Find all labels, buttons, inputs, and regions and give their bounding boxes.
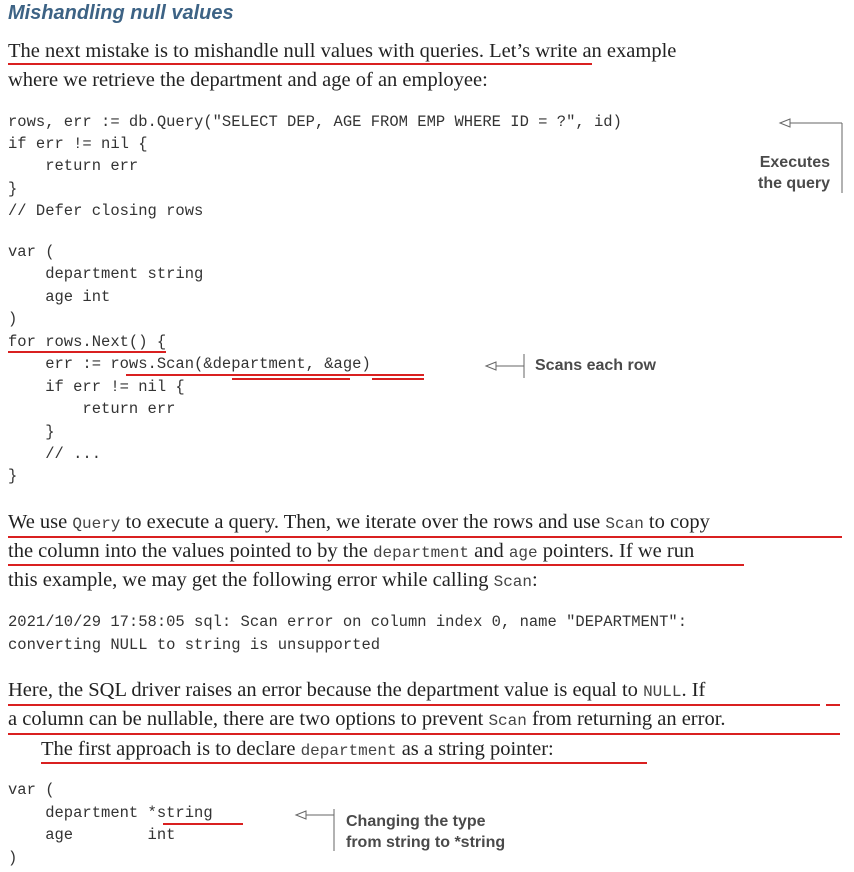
- code-line: department string: [8, 265, 204, 283]
- code-line: rows, err := db.Query("SELECT DEP, AGE FROM EMP WHERE ID = ?", id): [8, 113, 622, 131]
- para1-line2: where we retrieve the department and age of an employee:: [8, 69, 488, 91]
- highlight-underline: [8, 63, 592, 65]
- para2-line3: this example, we may get the following error while calling Scan:: [8, 569, 538, 591]
- code-line: ): [8, 849, 18, 867]
- inline-code: Scan: [493, 573, 532, 591]
- highlight-underline: [372, 378, 424, 380]
- code-line: }: [8, 423, 55, 441]
- callout-arrow-icon: [294, 807, 339, 855]
- para2-line2: the column into the values pointed to by the department and age pointers. If we run: [8, 540, 695, 562]
- code-line: ): [8, 310, 18, 328]
- highlight-underline: [41, 762, 647, 764]
- inline-code: Scan: [605, 515, 644, 533]
- para3-line2: a column can be nullable, there are two options to prevent Scan from returning an error.: [8, 708, 726, 730]
- highlight-underline: [126, 374, 424, 376]
- inline-code: Scan: [488, 712, 527, 730]
- code-line: department *string: [8, 804, 213, 822]
- para3-line3: The first approach is to declare department as a string pointer:: [41, 738, 554, 760]
- highlight-underline: [8, 733, 840, 735]
- code-line: var (: [8, 243, 55, 261]
- error-output-line: converting NULL to string is unsupported: [8, 636, 381, 654]
- annotation-executes-query: Executes the query: [757, 154, 830, 192]
- code-line: return err: [8, 157, 139, 175]
- inline-code: department: [372, 544, 469, 562]
- para3-line1: Here, the SQL driver raises an error because the department value is equal to NULL. If: [8, 679, 706, 701]
- para2-line1: We use Query to execute a query. Then, we iterate over the rows and use Scan to copy: [8, 511, 710, 533]
- highlight-underline: [163, 823, 243, 825]
- code-line: err := rows.Scan(&department, &age): [8, 355, 371, 373]
- inline-code: Query: [72, 515, 121, 533]
- highlight-underline: [826, 704, 840, 706]
- annotation-scans-row: Scans each row: [535, 357, 656, 374]
- highlight-underline: [8, 536, 842, 538]
- inline-code: age: [508, 544, 538, 562]
- error-output-line: 2021/10/29 17:58:05 sql: Scan error on column index 0, name "DEPARTMENT":: [8, 613, 688, 631]
- callout-arrow-icon: [484, 352, 529, 382]
- code-line: var (: [8, 781, 55, 799]
- code-line: for rows.Next() {: [8, 333, 167, 351]
- para1-line1: The next mistake is to mishandle null values with queries. Let’s write an example: [8, 40, 677, 62]
- code-line: // ...: [8, 445, 102, 463]
- code-line: return err: [8, 400, 176, 418]
- code-line: }: [8, 467, 18, 485]
- highlight-underline: [8, 351, 166, 353]
- highlight-underline: [232, 378, 350, 380]
- code-line: age int: [8, 826, 176, 844]
- code-line: if err != nil {: [8, 135, 148, 153]
- code-line: // Defer closing rows: [8, 202, 204, 220]
- inline-code: department: [300, 742, 397, 760]
- code-line: age int: [8, 288, 111, 306]
- highlight-underline: [8, 704, 820, 706]
- annotation-changing-type: Changing the type from string to *string: [346, 813, 506, 851]
- code-line: }: [8, 180, 18, 198]
- highlight-underline: [8, 564, 744, 566]
- code-line: if err != nil {: [8, 378, 185, 396]
- section-heading: Mishandling null values: [8, 2, 234, 24]
- inline-code: NULL: [643, 683, 682, 701]
